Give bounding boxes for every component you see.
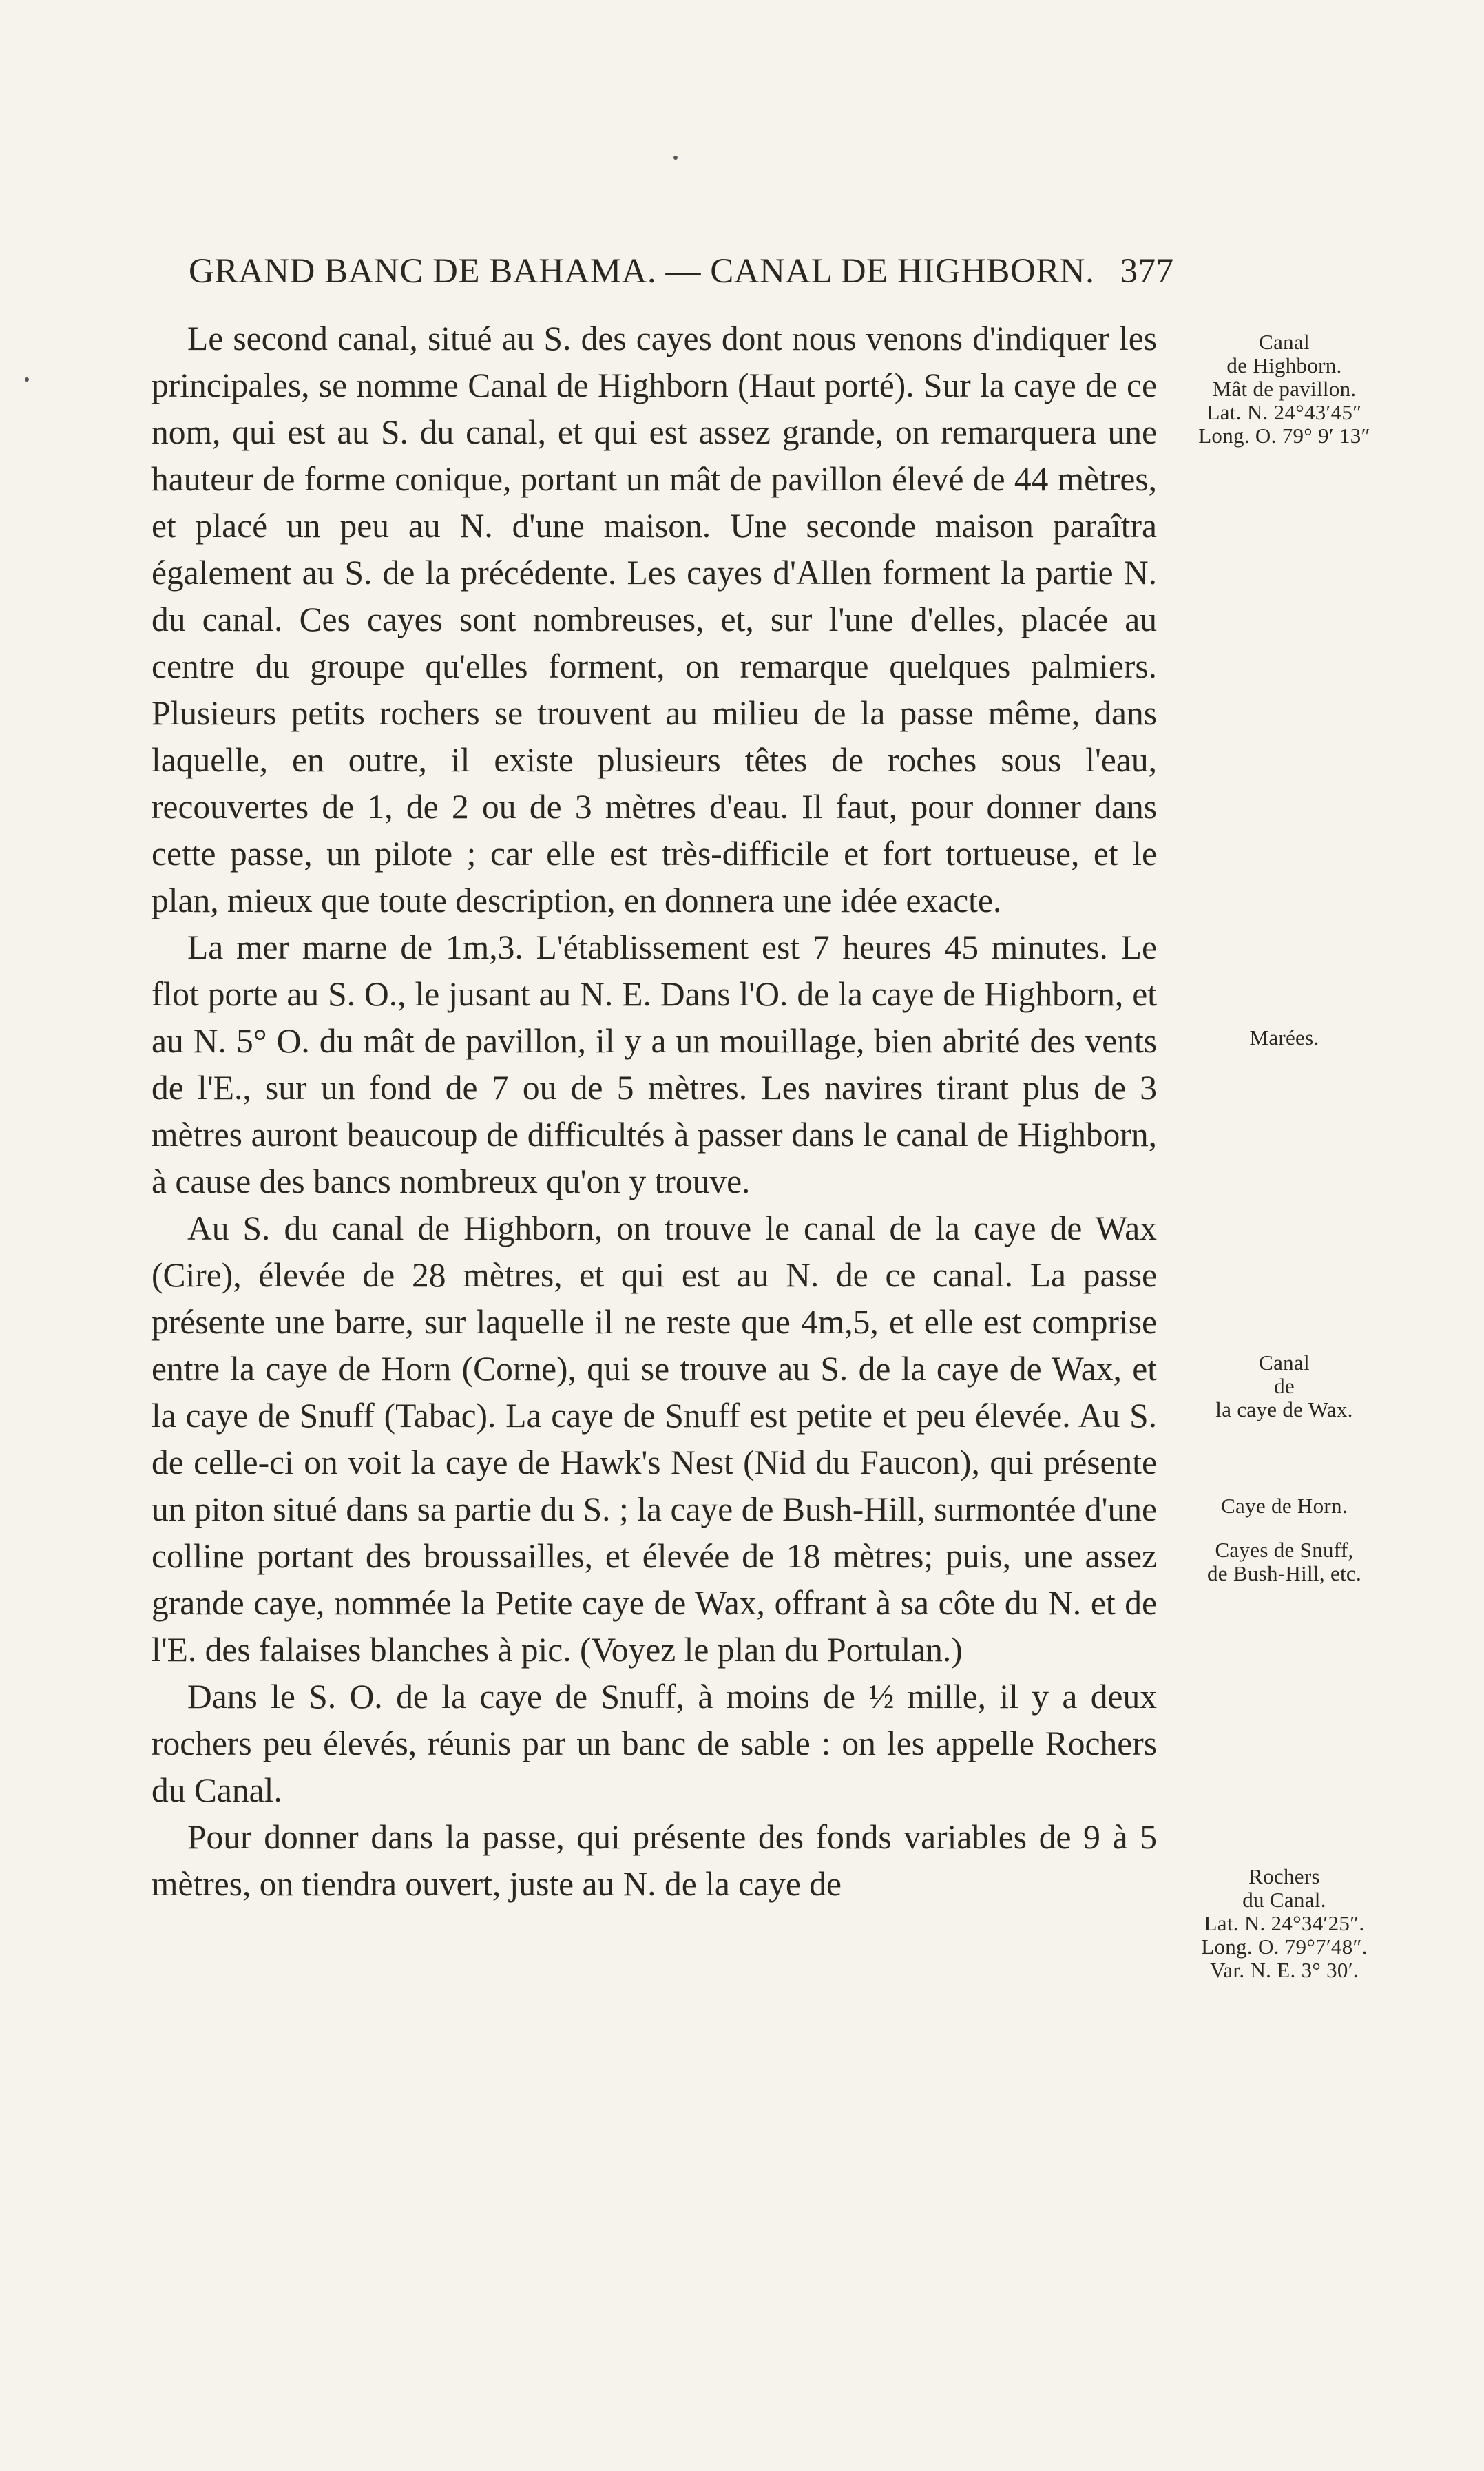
margin-note-line: Long. O. 79°7′48″. [1201,1935,1368,1959]
paragraph: Le second canal, situé au S. des cayes dont nous venons d'indiquer les principales, se nomme Canal de Highborn (Haut porté). Sur la caye de ce nom, qui est au S. du canal, et qui est assez grande, on remarquera une hauteur de forme conique, portant un mât de pavillon élevé de 44 mètres, et placé un peu au N. d'une maison. Une seconde maison paraîtra également au S. de la précédente. Les cayes d'Allen forment la partie N. du canal. Ces cayes sont nombreuses, et, sur l'une d'elles, placée au centre du groupe qu'elles forment, on remarque quelques palmiers. Plusieurs petits rochers se trouvent au milieu de la passe même, dans laquelle, en outre, il existe plusieurs têtes de roches sous l'eau, recouvertes de 1, de 2 ou de 3 mètres d'eau. Il faut, pour donner dans cette passe, un pilote ; car elle est très-difficile et fort tortueuse, et le plan, mieux que toute description, en donnera une idée exacte. [151,320,1157,919]
header-title: GRAND BANC DE BAHAMA. — CANAL DE HIGHBORN. [189,252,1095,291]
margin-note-line: Canal [1259,1351,1310,1375]
margin-note-line: Mât de pavillon. [1212,377,1357,401]
margin-note-line: Long. O. 79° 9′ 13″ [1198,424,1370,448]
running-header [189,251,1174,291]
page-speck [25,377,29,382]
margin-note-canal-highborn [1181,331,1388,448]
margin-note-line: Caye de Horn. [1221,1494,1348,1518]
paragraph: Au S. du canal de Highborn, on trouve le canal de la caye de Wax (Cire), élevée de 28 mètres, et qui est au N. de ce canal. La passe présente une barre, sur laquelle il ne reste que 4m,5, et elle est comprise entre la caye de Horn (Corne), qui se trouve au S. de la caye de Wax, et la caye de Snuff (Tabac). La caye de Snuff est petite et peu élevée. Au S. de celle-ci on voit la caye de Hawk's Nest (Nid du Faucon), qui présente un piton situé dans sa partie du S. ; la caye de Bush-Hill, surmontée d'une colline portant des broussailles, et élevée de 18 mètres; puis, une assez grande caye, nommée la Petite caye de Wax, offrant à sa côte du N. et de l'E. des falaises blanches à pic. (Voyez le plan du Portulan.) [151,1209,1157,1669]
body-text [151,315,1157,1908]
margin-note-line: de [1274,1374,1295,1398]
paragraph: La mer marne de 1m,3. L'établissement est 7 heures 45 minutes. Le flot porte au S. O., le jusant au N. E. Dans l'O. de la caye de Highborn, et au N. 5° O. du mât de pavillon, il y a un mouillage, bien abrité des vents de l'E., sur un fond de 7 ou de 5 mètres. Les navires tirant plus de 3 mètres auront beaucoup de difficultés à passer dans le canal de Highborn, à cause des bancs nombreux qu'on y trouve. [151,928,1157,1200]
margin-note-caye-horn [1181,1494,1388,1518]
paragraph: Pour donner dans la passe, qui présente des fonds variables de 9 à 5 mètres, on tiendra ouvert, juste au N. de la caye de [151,1818,1157,1903]
margin-note-line: la caye de Wax. [1215,1397,1353,1421]
margin-note-line: Cayes de Snuff, [1215,1538,1354,1562]
page-number: 377 [1120,252,1174,291]
margin-note-line: de Bush-Hill, etc. [1206,1561,1362,1585]
margin-note-line: du Canal. [1242,1888,1326,1912]
margin-note-line: Canal [1259,330,1310,354]
margin-note-rochers-canal [1181,1865,1388,1982]
margin-note-line: Lat. N. 24°34′25″. [1204,1911,1365,1935]
margin-note-marees [1181,1026,1388,1050]
paragraph: Dans le S. O. de la caye de Snuff, à moins de ½ mille, il y a deux rochers peu élevés, réunis par un banc de sable : on les appelle Rochers du Canal. [151,1678,1157,1809]
margin-note-line: Var. N. E. 3° 30′. [1210,1958,1359,1982]
page-speck [673,156,678,160]
margin-note-line: Rochers [1248,1864,1320,1888]
margin-note-canal-wax [1181,1351,1388,1421]
margin-note-line: de Highborn. [1226,353,1342,377]
margin-note-cayes-snuff [1181,1539,1388,1585]
margin-note-line: Lat. N. 24°43′45″ [1206,400,1362,424]
margin-note-line: Marées. [1249,1025,1319,1050]
